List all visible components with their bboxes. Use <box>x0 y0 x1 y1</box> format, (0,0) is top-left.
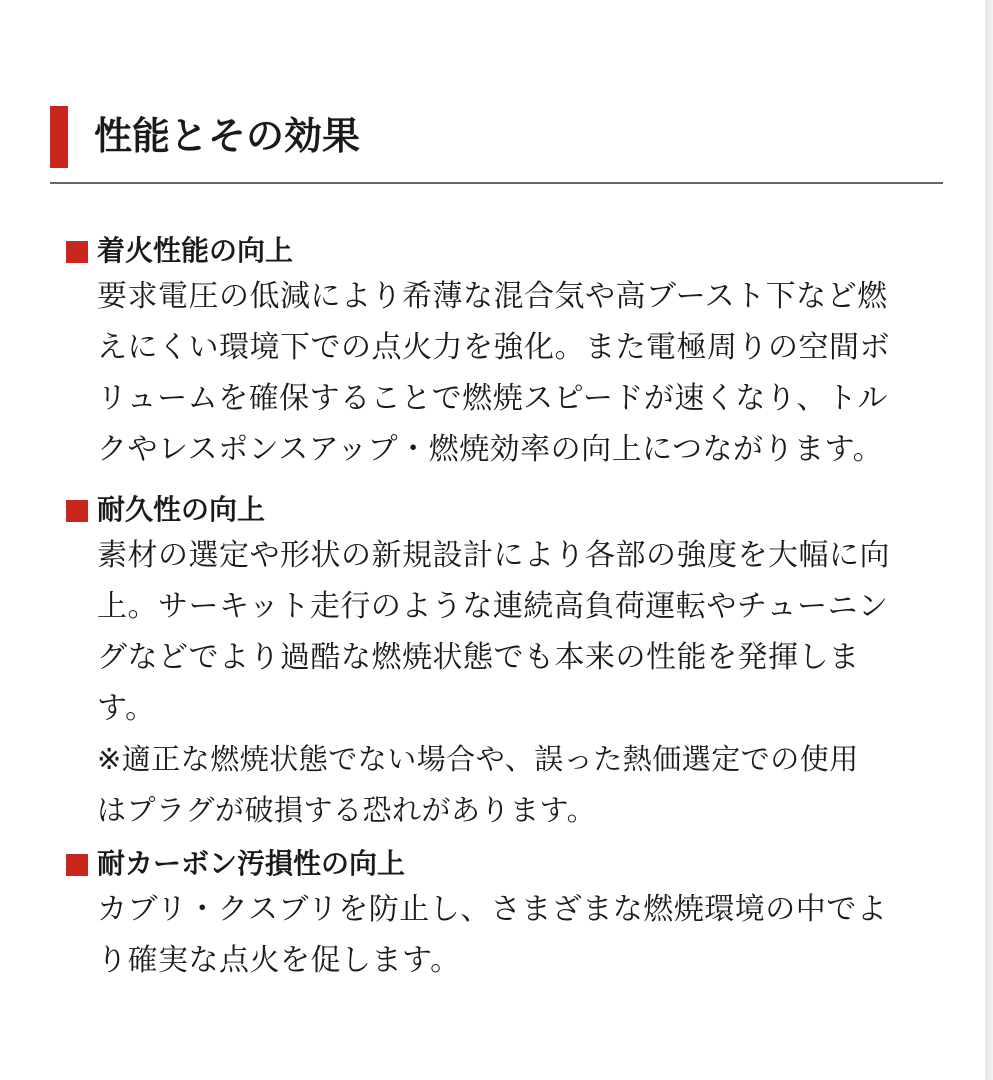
text-line: 素材の選定や形状の新規設計により各部の強度を大幅に向 <box>97 538 890 573</box>
red-square-bullet-icon <box>66 854 88 876</box>
caution-note-line: はプラグが破損する恐れがあります。 <box>97 793 597 827</box>
text-line: グなどでより過酷な燃焼状態でも本来の性能を発揮しま <box>97 640 860 675</box>
text-line: えにくい環境下での点火力を強化。また電極周りの空間ボ <box>97 330 890 365</box>
feature-title: 着火性能の向上 <box>97 234 294 267</box>
feature-title: 耐久性の向上 <box>97 493 266 526</box>
text-line: 上。サーキット走行のような連続高負荷運転やチューニン <box>97 589 889 624</box>
feature-heading <box>66 844 936 884</box>
red-square-bullet-icon <box>66 241 88 263</box>
feature-durability <box>66 490 936 836</box>
section-heading <box>50 106 943 184</box>
page-edge-divider <box>985 0 993 1080</box>
feature-ignition <box>66 231 936 475</box>
feature-description <box>66 271 936 475</box>
feature-title: 耐カーボン汚損性の向上 <box>97 847 406 880</box>
feature-heading <box>66 490 936 530</box>
text-line: 要求電圧の低減により希薄な混合気や高ブースト下など燃 <box>97 279 888 314</box>
text-line: クやレスポンスアップ・燃焼効率の向上につながります。 <box>97 432 884 467</box>
heading-accent-bar <box>50 106 68 168</box>
text-line: す。 <box>97 691 156 726</box>
text-line: カブリ・クスブリを防止し、さまざまな燃焼環境の中でよ <box>97 892 888 927</box>
feature-description <box>66 884 936 986</box>
red-square-bullet-icon <box>66 500 88 522</box>
text-line: り確実な点火を促します。 <box>97 943 461 978</box>
page-title: 性能とその効果 <box>94 114 361 158</box>
text-line: リュームを確保することで燃焼スピードが速くなり、トル <box>97 381 888 416</box>
feature-heading <box>66 231 936 271</box>
feature-description <box>66 530 936 836</box>
caution-note-line: ※適正な燃焼状態でない場合や、誤った熱価選定での使用 <box>97 742 859 776</box>
feature-carbon-fouling <box>66 844 936 986</box>
